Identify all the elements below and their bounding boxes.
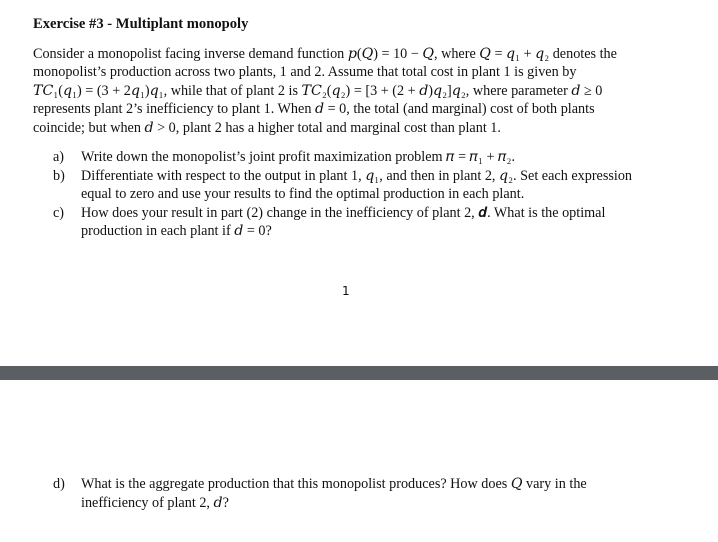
question-d bbox=[53, 475, 658, 512]
statement-line: represents plant 2’s inefficiency to plant 1. When 𝑑 = 0, the total (and marginal) cost of both plants bbox=[33, 101, 595, 118]
question-list bbox=[53, 148, 658, 241]
statement-line: monopolist’s production across two plants, 1 and 2. Assume that total cost in plant 1 is given by bbox=[33, 64, 577, 81]
question-c bbox=[53, 204, 658, 241]
question-list-page-2 bbox=[53, 475, 658, 512]
question-text: production in each plant if 𝑑 = 0? bbox=[81, 223, 272, 240]
page-separator bbox=[0, 366, 718, 380]
document-page-2 bbox=[0, 380, 718, 542]
question-a bbox=[53, 148, 658, 167]
question-b bbox=[53, 167, 658, 204]
question-text: What is the aggregate production that this monopolist produces? How does 𝑄 vary in the bbox=[81, 476, 587, 492]
exercise-title: Exercise #3 - Multiplant monopoly bbox=[33, 16, 249, 32]
question-label: c) bbox=[53, 204, 65, 221]
question-text: equal to zero and use your results to find the optimal production in each plant. bbox=[81, 186, 525, 203]
question-label: d) bbox=[53, 476, 65, 492]
question-text: inefficiency of plant 2, 𝑑? bbox=[81, 494, 229, 511]
question-text: How does your result in part (2) change in the inefficiency of plant 2, 𝒅. What is the optimal bbox=[81, 204, 606, 221]
statement-line: coincide; but when 𝑑 > 0, plant 2 has a higher total and marginal cost than plant 1. bbox=[33, 119, 501, 136]
question-text: Write down the monopolist’s joint profit maximization problem 𝜋 = 𝜋₁ + 𝜋₂. bbox=[81, 149, 516, 165]
statement-line: 𝑇𝐶₁(𝑞₁) = (3 + 2𝑞₁)𝑞₁, while that of plant 2 is 𝑇𝐶₂(𝑞₂) = [3 + (2 + 𝑑)𝑞₂]𝑞₂, where parameter 𝑑 ≥ 0 bbox=[33, 82, 603, 99]
problem-statement bbox=[33, 45, 658, 137]
statement-line: Consider a monopolist facing inverse demand function 𝑝(𝑄) = 10 − 𝑄, where 𝑄 = 𝑞₁ + 𝑞₂ denotes the bbox=[33, 46, 617, 62]
page-number: 1 bbox=[342, 284, 350, 298]
question-label: a) bbox=[53, 149, 65, 165]
question-text: Differentiate with respect to the output in plant 1, 𝑞₁, and then in plant 2, 𝑞₂. Set each expression bbox=[81, 167, 633, 184]
question-label: b) bbox=[53, 167, 65, 184]
